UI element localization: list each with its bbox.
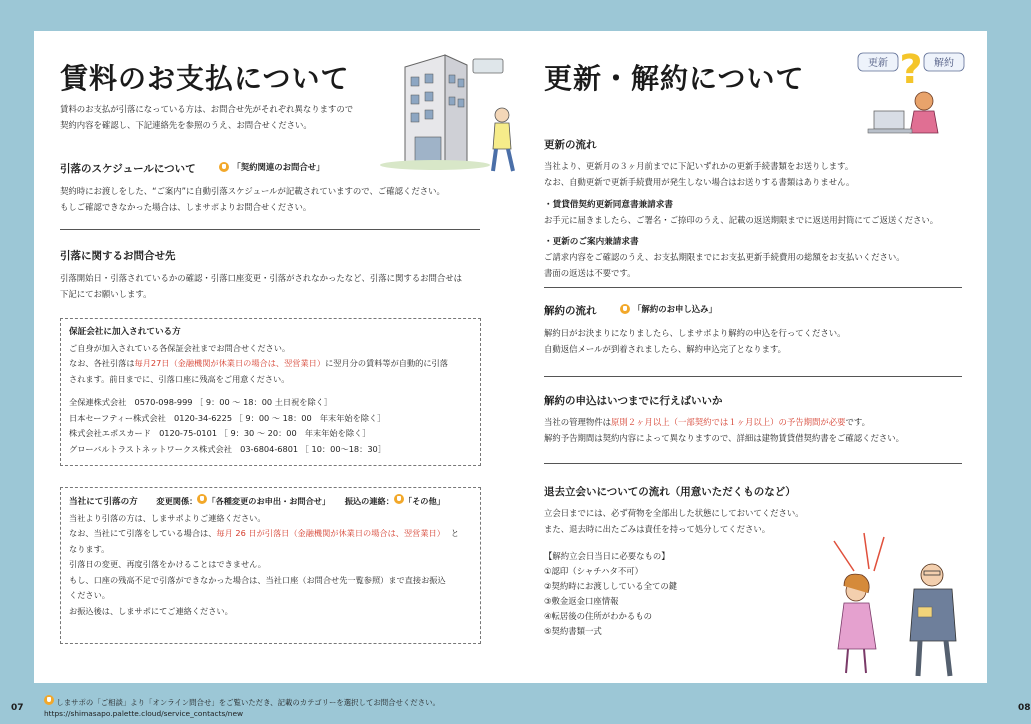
- when-text: 当社の管理物件は原則２ヶ月以上（一部契約では１ヶ月以上）の予告期間が必要です。 解約予告期間は契約内容によって異なりますので、詳細は建物賃貸借契約書をご確認ください。: [544, 417, 904, 443]
- hand-icon: [620, 304, 630, 314]
- required-items-list: 【解約立会日当日に必要なもの】 ①認印（シャチハタ不可） ②契約時にお渡ししている全ての鍵 ③敷金返金口座情報 ④転居後の住所がわかるもの ⑤契約書類一式: [544, 551, 678, 636]
- cancel-flow-heading: 解約の流れ 「解約のお申し込み」: [544, 304, 717, 317]
- hand-icon: [197, 494, 207, 504]
- company-debit-box: [60, 487, 481, 644]
- company-contact: 日本セーフティー株式会社 0120-34-6225 ［ 9：00 ～ 18：00 年末年始を除く］: [69, 412, 386, 423]
- company-line: お振込後は、しまサポにてご連絡ください。: [69, 605, 233, 616]
- move-out-staff-illustration: [814, 531, 974, 681]
- cancel-flow-text: 解約日がお決まりになりましたら、しまサポより解約の申込を行ってください。 自動返信メールが到着されましたら、解約申込完了となります。: [544, 328, 846, 354]
- company-line: 引落日の変更、再度引落をかけることはできません。: [69, 559, 266, 569]
- company-line: なります。: [69, 543, 110, 554]
- schedule-text: 契約時にお渡しをした、“ご案内”に自動引落スケジュールが記載されていますので、ご確認ください。 もしご確認できなかった場合は、しまサポよりお問合せください。: [60, 186, 445, 212]
- page-number-left: 07: [11, 703, 24, 713]
- company-debit-header: 当社にて引落の方 変更関係： 「各種変更のお申出・お問合せ」 振込の連絡： 「その他」: [69, 496, 445, 507]
- footer-note: しまサポの「ご相談」より「オンライン問合せ」をご覧いただき、記載のカテゴリーを選択してお問合せください。 https://shimasapo.palette.cloud/service_contacts/new: [44, 695, 440, 719]
- renewal-flow-heading: 更新の流れ: [544, 139, 597, 151]
- company-line: 当社より引落の方は、しまサポよりご連絡ください。: [69, 512, 266, 523]
- renewal-flow-text: 当社より、更新月の３ヶ月前までに下記いずれかの更新手続書類をお送りします。 なお、自動更新で更新手続費用が発生しない場合はお送りする書類はありません。: [544, 161, 855, 187]
- cancel-tag: 「解約のお申し込み」: [620, 303, 717, 315]
- divider: [544, 287, 962, 288]
- bank-building-illustration: [375, 37, 525, 177]
- guarantee-line: されます。前日までに、引落口座に残高をご用意ください。: [69, 373, 290, 384]
- support-url-link[interactable]: https://shimasapo.palette.cloud/service_contacts/new: [44, 709, 244, 718]
- move-out-heading: 退去立会いについての流れ（用意いただくものなど）: [544, 486, 796, 498]
- schedule-heading: 引落のスケジュールについて 「契約関連のお問合せ」: [60, 162, 325, 175]
- hand-icon: [44, 695, 54, 705]
- rent-intro: 賃料のお支払が引落になっている方は、お問合せ先がそれぞれ異なりますので 契約内容を確認し、下記連絡先を参照のうえ、お問合せください。: [60, 104, 354, 130]
- inquiry-heading: 引落に関するお問合せ先: [60, 250, 176, 262]
- renewal-cancel-title: 更新・解約について: [544, 62, 805, 95]
- company-contact: 全保連株式会社 0570-098-999 ［ 9：00 ～ 18：00 土日祝を除く］: [69, 397, 333, 407]
- sign-cancel: 解約: [934, 58, 954, 69]
- guarantee-company-box: [60, 318, 481, 466]
- company-line: ください。: [69, 590, 110, 600]
- schedule-tag: 「契約関連のお問合せ」: [219, 161, 324, 173]
- notice-text: ご請求内容をご確認のうえ、お支払期限までにお支払更新手続費用の総額をお支払いください。 書面の返送は不要です。: [544, 252, 905, 278]
- agreement-heading: ・賃貸借契約更新同意書兼請求書: [544, 200, 673, 210]
- rent-payment-title: 賃料のお支払について: [60, 62, 350, 95]
- guarantee-title: 保証会社に加入されている方: [69, 327, 181, 337]
- guarantee-line: ご自身が加入されている各保証会社までお問合せください。: [69, 342, 291, 353]
- move-out-text: 立会日までには、必ず荷物を全部出した状態にしておいてください。 また、退去時に出たごみは責任を持って処分してください。: [544, 508, 804, 534]
- spacer: [69, 387, 472, 395]
- sign-renewal: 更新: [868, 58, 888, 69]
- company-line: なお、当社にて引落をしている場合は、毎月 26 日が引落日（金融機関が休業日の場合は、翌営業日） と: [69, 528, 460, 538]
- hand-icon: [219, 162, 229, 172]
- question-mark-icon: ?: [899, 47, 923, 93]
- inquiry-text: 引落開始日・引落されているかの確認・引落口座変更・引落がされなかったなど、引落に関するお問合せは 下記にてお願いします。: [60, 273, 462, 299]
- agreement-text: お手元に届きましたら、ご署名・ご捺印のうえ、記載の返送期限までに返送用封筒にてご返送ください。: [544, 215, 939, 225]
- when-heading: 解約の申込はいつまでに行えばいいか: [544, 395, 723, 407]
- question-sign-illustration: [854, 33, 969, 138]
- divider: [544, 376, 962, 377]
- divider: [544, 463, 962, 464]
- company-contact: 株式会社エポスカード 0120-75-0101 ［ 9：30 ～ 20：00 年末年始を除く］: [69, 428, 371, 438]
- hand-icon: [394, 494, 404, 504]
- guarantee-line: なお、各社引落は毎月27日（金融機関が休業日の場合は、翌営業日）に翌月分の賃料等が自動的に引落: [69, 358, 448, 368]
- notice-heading: ・更新のご案内兼請求書: [544, 237, 639, 247]
- divider: [60, 229, 480, 230]
- page-number-right: 08: [1018, 703, 1031, 713]
- company-line: もし、口座の残高不足で引落ができなかった場合は、当社口座（お問合せ先一覧参照）まで直接お振込: [69, 574, 446, 585]
- company-contact: グローバルトラストネットワークス株式会社 03-6804-6801 ［ 10：00～18：30］: [69, 443, 386, 454]
